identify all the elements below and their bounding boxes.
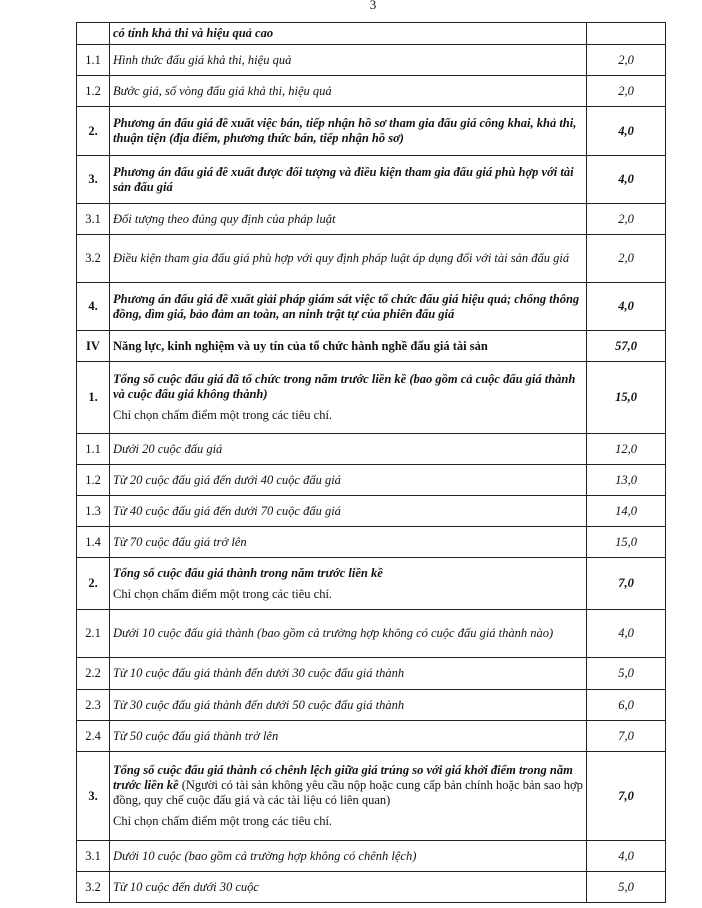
- criterion-text-cell: [110, 872, 587, 903]
- criterion-number: 3.2: [77, 872, 110, 903]
- criterion-number: 3.2: [77, 235, 110, 283]
- criterion-number: 1.2: [77, 465, 110, 496]
- criterion-text-cell: [110, 107, 587, 156]
- criterion-number: 1.1: [77, 45, 110, 76]
- criterion-number: 2.1: [77, 610, 110, 658]
- criterion-text-cell: [110, 235, 587, 283]
- criterion-score: 4,0: [587, 610, 666, 658]
- criterion-text-cell: [110, 283, 587, 331]
- criterion-text-cell: [110, 841, 587, 872]
- criteria-row: [77, 45, 666, 76]
- criterion-text-cell: [110, 752, 587, 841]
- criterion-number: 1.2: [77, 76, 110, 107]
- criterion-text: Hình thức đấu giá khả thi, hiệu quả: [113, 52, 292, 67]
- criterion-text-cell: [110, 204, 587, 235]
- criteria-row: [77, 721, 666, 752]
- criteria-row: [77, 331, 666, 362]
- criterion-score: 57,0: [587, 331, 666, 362]
- criterion-text-cell: [110, 658, 587, 690]
- criterion-text: Đối tượng theo đúng quy định của pháp luật: [113, 211, 336, 226]
- criteria-row: [77, 558, 666, 610]
- criterion-text-cell: [110, 610, 587, 658]
- criterion-score: 15,0: [587, 362, 666, 434]
- criterion-number: 2.4: [77, 721, 110, 752]
- criterion-score: 4,0: [587, 283, 666, 331]
- criterion-text-cell: [110, 558, 587, 610]
- criterion-score: 5,0: [587, 872, 666, 903]
- criterion-score: 7,0: [587, 752, 666, 841]
- criterion-text-cell: [110, 496, 587, 527]
- criterion-text: Từ 10 cuộc đấu giá thành đến dưới 30 cuộc đấu giá thành: [113, 666, 405, 680]
- criterion-score: 2,0: [587, 204, 666, 235]
- criterion-number: 1.1: [77, 434, 110, 465]
- criterion-score: 5,0: [587, 658, 666, 690]
- criterion-text: Tổng số cuộc đấu giá thành trong năm trước liền kề: [113, 565, 383, 580]
- criterion-number: 2.: [77, 558, 110, 610]
- criteria-row: [77, 658, 666, 690]
- criterion-number: IV: [77, 331, 110, 362]
- criterion-text: Từ 50 cuộc đấu giá thành trở lên: [113, 728, 279, 743]
- criterion-score: 13,0: [587, 465, 666, 496]
- criterion-text-cell: [110, 465, 587, 496]
- criterion-number: 3.1: [77, 204, 110, 235]
- criterion-text: có tính khả thi và hiệu quả cao: [113, 26, 274, 40]
- criteria-row: [77, 610, 666, 658]
- criteria-row: [77, 527, 666, 558]
- criterion-number: 3.: [77, 156, 110, 204]
- criterion-score: 2,0: [587, 76, 666, 107]
- criterion-text: Phương án đấu giá đề xuất việc bán, tiếp nhận hồ sơ tham gia đấu giá công khai, khả thi, thuận tiện (địa điểm, phương thức bán, tiếp nhận hồ sơ): [113, 116, 577, 145]
- criterion-number: 4.: [77, 283, 110, 331]
- criterion-text: Bước giá, số vòng đấu giá khả thi, hiệu quả: [113, 83, 332, 98]
- criterion-text-cell: [110, 45, 587, 76]
- criterion-score: 6,0: [587, 690, 666, 721]
- criterion-text-cell: [110, 434, 587, 465]
- criterion-score: [587, 23, 666, 45]
- criterion-note: Chỉ chọn chấm điểm một trong các tiêu chí.: [113, 586, 333, 601]
- criterion-note: Chỉ chọn chấm điểm một trong các tiêu chí.: [113, 408, 333, 422]
- criterion-text: Năng lực, kinh nghiệm và uy tín của tổ chức hành nghề đấu giá tài sản: [113, 338, 488, 353]
- criterion-score: 12,0: [587, 434, 666, 465]
- criteria-row: [77, 690, 666, 721]
- criterion-text: Từ 10 cuộc đến dưới 30 cuộc: [113, 879, 259, 894]
- criterion-score: 4,0: [587, 841, 666, 872]
- criterion-text-cell: [110, 156, 587, 204]
- criteria-row: [77, 235, 666, 283]
- criterion-score: 15,0: [587, 527, 666, 558]
- criteria-row: [77, 76, 666, 107]
- criteria-row: [77, 107, 666, 156]
- criteria-table: [76, 22, 666, 903]
- criterion-text: Tổng số cuộc đấu giá đã tổ chức trong năm trước liền kề (bao gồm cả cuộc đấu giá thành và cuộc đấu giá không thành): [113, 372, 576, 401]
- criterion-number: [77, 23, 110, 45]
- criterion-note: Chỉ chọn chấm điểm một trong các tiêu chí.: [113, 814, 333, 828]
- criterion-number: 2.2: [77, 658, 110, 690]
- criterion-text: Từ 30 cuộc đấu giá thành đến dưới 50 cuộc đấu giá thành: [113, 697, 405, 712]
- criterion-number: 1.4: [77, 527, 110, 558]
- criteria-row: [77, 23, 666, 45]
- criterion-text: Từ 70 cuộc đấu giá trở lên: [113, 534, 247, 549]
- criterion-text: Dưới 10 cuộc đấu giá thành (bao gồm cả trường hợp không có cuộc đấu giá thành nào): [113, 626, 554, 640]
- criterion-text-cell: [110, 527, 587, 558]
- page-number: 3: [369, 0, 377, 12]
- criteria-row: [77, 465, 666, 496]
- criterion-text: Phương án đấu giá đề xuất giải pháp giám sát việc tổ chức đấu giá hiệu quả; chống thông đồng, dìm giá, bảo đảm an toàn, an ninh trật tự của phiên đấu giá: [113, 291, 580, 321]
- criterion-number: 3.: [77, 752, 110, 841]
- criterion-number: 3.1: [77, 841, 110, 872]
- criterion-score: 2,0: [587, 45, 666, 76]
- criterion-text-cell: [110, 331, 587, 362]
- criterion-number: 1.: [77, 362, 110, 434]
- criterion-score: 2,0: [587, 235, 666, 283]
- criterion-text-cell: [110, 23, 587, 45]
- criteria-row: [77, 872, 666, 903]
- criterion-text-cell: [110, 690, 587, 721]
- criterion-text: Từ 20 cuộc đấu giá đến dưới 40 cuộc đấu giá: [113, 472, 341, 487]
- criteria-row: [77, 156, 666, 204]
- criteria-row: [77, 434, 666, 465]
- criterion-number: 2.: [77, 107, 110, 156]
- criterion-score: 7,0: [587, 721, 666, 752]
- criteria-row: [77, 362, 666, 434]
- criterion-score: 7,0: [587, 558, 666, 610]
- criterion-text-extra: (Người có tài sản không yêu cầu nộp hoặc cung cấp bản chính hoặc bản sao hợp đồng, quy chế cuộc đấu giá và các tài liệu có liên quan): [113, 778, 583, 807]
- criterion-score: 4,0: [587, 156, 666, 204]
- criterion-text: Điều kiện tham gia đấu giá phù hợp với quy định pháp luật áp dụng đối với tài sản đấu giá: [113, 251, 570, 265]
- criterion-text: Phương án đấu giá đề xuất được đối tượng và điều kiện tham gia đấu giá phù hợp với tài sản đấu giá: [113, 164, 574, 194]
- criterion-text-cell: [110, 362, 587, 434]
- criteria-row: [77, 496, 666, 527]
- criterion-text: Dưới 10 cuộc (bao gồm cả trường hợp không có chênh lệch): [113, 848, 417, 863]
- criterion-text: Tổng số cuộc đấu giá thành có chênh lệch giữa giá trúng so với giá khởi điểm trong năm trước liền kề: [113, 763, 573, 792]
- criteria-row: [77, 283, 666, 331]
- criterion-text-cell: [110, 76, 587, 107]
- criterion-text: Từ 40 cuộc đấu giá đến dưới 70 cuộc đấu giá: [113, 503, 341, 518]
- criterion-number: 1.3: [77, 496, 110, 527]
- criterion-number: 2.3: [77, 690, 110, 721]
- criteria-row: [77, 752, 666, 841]
- criteria-row: [77, 204, 666, 235]
- criterion-score: 14,0: [587, 496, 666, 527]
- criterion-text-cell: [110, 721, 587, 752]
- criterion-score: 4,0: [587, 107, 666, 156]
- criterion-text: Dưới 20 cuộc đấu giá: [113, 441, 223, 456]
- criteria-row: [77, 841, 666, 872]
